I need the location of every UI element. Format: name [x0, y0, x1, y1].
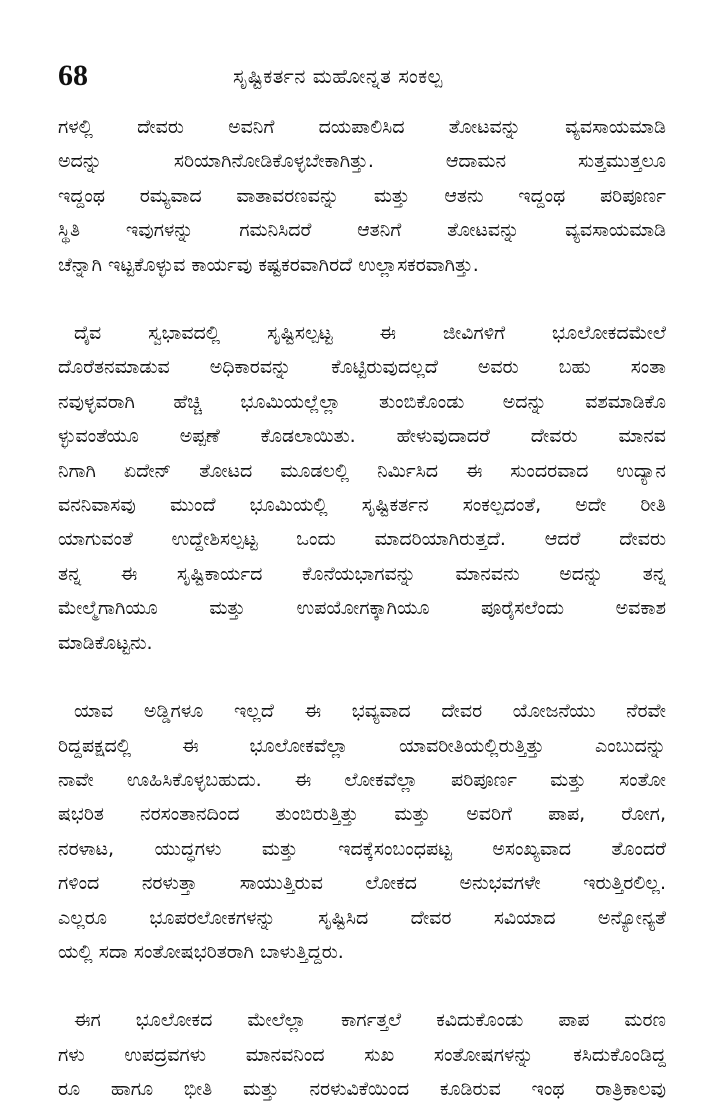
text-line: ನಿಗಾಗಿ ಏದೇನ್ ತೋಟದ ಮೂಡಲಲ್ಲಿ ನಿರ್ಮಿಸಿದ ಈ ಸುಂದರವಾದ ಉದ್ಯಾನ — [58, 459, 666, 482]
text-line: ಎಲ್ಲರೂ ಭೂಪರಲೋಕಗಳನ್ನು ಸೃಷ್ಟಿಸಿದ ದೇವರ ಸವಿಯಾದ ಅನ್ಯೋನ್ಯತೆ — [58, 906, 666, 929]
text-line: ನರಳಾಟ, ಯುದ್ಧಗಳು ಮತ್ತು ಇದಕ್ಕೆಸಂಬಂಧಪಟ್ಟ ಅಸಂಖ್ಯವಾದ ತೊಂದರೆ — [58, 837, 666, 860]
text-line: ಈಗ ಭೂಲೋಕದ ಮೇಲೆಲ್ಲಾ ಕಾರ್ಗತ್ತಲೆ ಕವಿದುಕೊಂಡು ಪಾಪ ಮರಣ — [74, 1009, 666, 1032]
text-line: ಯಲ್ಲಿ ಸದಾ ಸಂತೋಷಭರಿತರಾಗಿ ಬಾಳುತ್ತಿದ್ದರು. — [58, 940, 344, 963]
paragraph-3 — [58, 694, 666, 969]
text-line: ಅದನ್ನು ಸರಿಯಾಗಿನೋಡಿಕೊಳ್ಳಬೇಕಾಗಿತ್ತು. ಆದಾಮನ ಸುತ್ತಮುತ್ತಲೂ — [58, 150, 666, 173]
text-line: ಮೇಲ್ಮೆಗಾಗಿಯೂ ಮತ್ತು ಉಪಯೋಗಕ್ಕಾಗಿಯೂ ಪೂರೈಸಲೆಂದು ಅವಕಾಶ — [58, 597, 666, 620]
text-line: ಚೆನ್ನಾಗಿ ಇಟ್ಟಕೊಳ್ಳುವ ಕಾರ್ಯವು ಕಷ್ಟಕರವಾಗಿರದೆ ಉಲ್ಲಾಸಕರವಾಗಿತ್ತು. — [58, 253, 479, 276]
paragraph-1 — [58, 110, 666, 282]
text-line: ನವುಳ್ಳವರಾಗಿ ಹೆಚ್ಚಿ ಭೂಮಿಯಲ್ಲೆಲ್ಲಾ ತುಂಬಿಕೊಂಡು ಅದನ್ನು ವಶಮಾಡಿಕೊ — [58, 390, 666, 413]
text-line: ಮಾಡಿಕೊಟ್ಟನು. — [58, 631, 153, 654]
page-number: 68 — [58, 59, 88, 92]
text-line: ದೈವ ಸ್ವಭಾವದಲ್ಲಿ ಸೃಷ್ಟಿಸಲ್ಪಟ್ಟ ಈ ಜೀವಿಗಳಿಗೆ ಭೂಲೋಕದಮೇಲೆ — [74, 322, 666, 345]
text-line: ಯಾವ ಅಡ್ಡಿಗಳೂ ಇಲ್ಲದೆ ಈ ಭವ್ಯವಾದ ದೇವರ ಯೋಜನೆಯು ನೆರವೇ — [74, 700, 666, 723]
running-title: ಸೃಷ್ಟಿಕರ್ತನ ಮಹೋನ್ನತ ಸಂಕಲ್ಪ — [233, 64, 443, 88]
text-line: ನಾವೇ ಊಹಿಸಿಕೊಳ್ಳಬಹುದು. ಈ ಲೋಕವೆಲ್ಲಾ ಪರಿಪೂರ್ಣ ಮತ್ತು ಸಂತೋ — [58, 768, 666, 791]
text-line: ವನನಿವಾಸವು ಮುಂದೆ ಭೂಮಿಯಲ್ಲಿ ಸೃಷ್ಟಿಕರ್ತನ ಸಂಕಲ್ಪದಂತೆ, ಅದೇ ರೀತಿ — [58, 494, 666, 517]
text-line: ಗಳಿಂದ ನರಳುತ್ತಾ ಸಾಯುತ್ತಿರುವ ಲೋಕದ ಅನುಭವಗಳೇ ಇರುತ್ತಿರಲಿಲ್ಲ. — [58, 872, 666, 895]
text-line: ರೂ ಹಾಗೂ ಭೀತಿ ಮತ್ತು ನರಳುವಿಕೆಯಿಂದ ಕೂಡಿರುವ ಇಂಥ ರಾತ್ರಿಕಾಲವು — [58, 1078, 666, 1101]
text-line: ಯಾಗುವಂತೆ ಉದ್ದೇಶಿಸಲ್ಪಟ್ಟ ಒಂದು ಮಾದರಿಯಾಗಿರುತ್ತದೆ. ಆದರೆ ದೇವರು — [58, 528, 666, 551]
paragraph-4 — [58, 1003, 666, 1106]
text-line: ಗಳಲ್ಲಿ ದೇವರು ಅವನಿಗೆ ದಯಪಾಲಿಸಿದ ತೋಟವನ್ನು ವ್ಯವಸಾಯಮಾಡಿ — [58, 116, 666, 138]
text-line: ತನ್ನ ಈ ಸೃಷ್ಟಿಕಾರ್ಯದ ಕೊನೆಯಭಾಗವನ್ನು ಮಾನವನು ಅದನ್ನು ತನ್ನ — [58, 562, 666, 585]
text-line: ಇದ್ದಂಥ ರಮ್ಯವಾದ ವಾತಾವರಣವನ್ನು ಮತ್ತು ಆತನು ಇದ್ದಂಥ ಪರಿಪೂರ್ಣ — [58, 184, 666, 207]
text-line: ಗಳು ಉಪದ್ರವಗಳು ಮಾನವನಿಂದ ಸುಖ ಸಂತೋಷಗಳನ್ನು ಕಸಿದುಕೊಂಡಿದ್ದ — [58, 1043, 666, 1066]
text-line: ಳ್ಳುವಂತೆಯೂ ಅಪ್ಪಣೆ ಕೊಡಲಾಯಿತು. ಹೇಳುವುದಾದರೆ ದೇವರು ಮಾನವ — [58, 425, 666, 448]
body-text — [58, 110, 666, 1107]
text-line: ರಿದ್ದಪಕ್ಷದಲ್ಲಿ ಈ ಭೂಲೋಕವೆಲ್ಲಾ ಯಾವರೀತಿಯಲ್ಲಿರುತ್ತಿತ್ತು ಎಂಬುದನ್ನು — [58, 734, 666, 757]
text-line: ಸ್ಥಿತಿ ಇವುಗಳನ್ನು ಗಮನಿಸಿದರೆ ಆತನಿಗೆ ತೋಟವನ್ನು ವ್ಯವಸಾಯಮಾಡಿ — [58, 219, 666, 242]
paragraph-2 — [58, 316, 666, 660]
text-line: ಷಭರಿತ ನರಸಂತಾನದಿಂದ ತುಂಬಿರುತ್ತಿತ್ತು ಮತ್ತು ಅವರಿಗೆ ಪಾಪ, ರೋಗ, — [58, 803, 666, 826]
running-head — [58, 58, 666, 108]
text-line: ದೊರೆತನಮಾಡುವ ಅಧಿಕಾರವನ್ನು ಕೊಟ್ಟಿರುವುದಲ್ಲದೆ ಅವರು ಬಹು ಸಂತಾ — [58, 356, 666, 379]
